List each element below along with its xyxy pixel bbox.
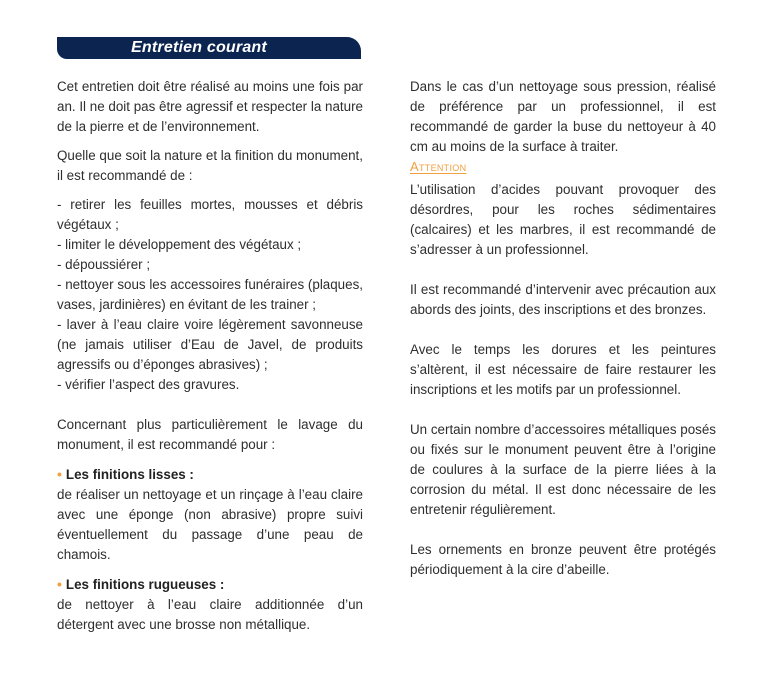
washing-intro-paragraph: Concernant plus particulièrement le lavage du monument, il est recommandé pour : bbox=[57, 417, 363, 452]
joints-paragraph: Il est recommandé d’intervenir avec précaution aux abords des joints, des inscriptions et des bronzes. bbox=[410, 282, 716, 317]
finish-heading-smooth bbox=[57, 464, 363, 485]
list-item: - vérifier l’aspect des gravures. bbox=[57, 377, 240, 392]
section-header-bar bbox=[57, 37, 361, 59]
section-title: Entretien courant bbox=[131, 39, 267, 56]
finish-heading-rough bbox=[57, 574, 363, 595]
recommend-intro-paragraph: Quelle que soit la nature et la finition du monument, il est recommandé de : bbox=[57, 148, 363, 183]
finish-heading-text: Les finitions lisses : bbox=[65, 467, 194, 482]
finish-text-smooth: de réaliser un nettoyage et un rinçage à l’eau claire avec une éponge (non abrasive) propre suivi éventuellement du passage d’une peau de chamois. bbox=[57, 487, 363, 562]
list-item: - dépoussiérer ; bbox=[57, 257, 151, 272]
bronze-paragraph: Les ornements en bronze peuvent être protégés périodiquement à la cire d’abeille. bbox=[410, 542, 716, 577]
list-item: - retirer les feuilles mortes, mousses et débris végétaux ; bbox=[57, 197, 363, 232]
bullet-icon: • bbox=[57, 466, 62, 482]
list-item: - limiter le développement des végétaux ; bbox=[57, 237, 302, 252]
bullet-icon: • bbox=[57, 576, 62, 592]
finish-heading-text: Les finitions rugueuses : bbox=[65, 577, 225, 592]
left-column bbox=[57, 77, 363, 635]
list-item: - laver à l’eau claire voire légèrement savonneuse (ne jamais utiliser d’Eau de Javel, de produits agressifs ou d’éponges abrasives) ; bbox=[57, 317, 363, 372]
intro-paragraph: Cet entretien doit être réalisé au moins une fois par an. Il ne doit pas être agressif et respecter la nature de la pierre et de l’environnement. bbox=[57, 79, 363, 134]
right-column bbox=[410, 77, 716, 580]
gilding-paragraph: Avec le temps les dorures et les peintures s’altèrent, il est nécessaire de faire restaurer les inscriptions et les motifs par un professionnel. bbox=[410, 342, 716, 397]
pressure-paragraph: Dans le cas d’un nettoyage sous pression, réalisé de préférence par un professionnel, il est recommandé de garder la buse du nettoyeur à 40 cm au moins de la surface à traiter. bbox=[410, 79, 716, 154]
list-item: - nettoyer sous les accessoires funéraires (plaques, vases, jardinières) en évitant de les trainer ; bbox=[57, 277, 363, 312]
metal-paragraph: Un certain nombre d’accessoires métalliques posés ou fixés sur le monument peuvent être à l’origine de coulures à la surface de la pierre liées à la corrosion du métal. Il est donc nécessaire de les entretenir régulièrement. bbox=[410, 422, 716, 517]
finish-text-rough: de nettoyer à l’eau claire additionnée d’un détergent avec une brosse non métallique. bbox=[57, 597, 363, 632]
attention-label: Attention bbox=[410, 159, 467, 174]
recommendation-list bbox=[57, 195, 363, 395]
acids-paragraph: L’utilisation d’acides pouvant provoquer des désordres, pour les roches sédimentaires (calcaires) et les marbres, il est recommandé de s’adresser à un professionnel. bbox=[410, 182, 716, 257]
